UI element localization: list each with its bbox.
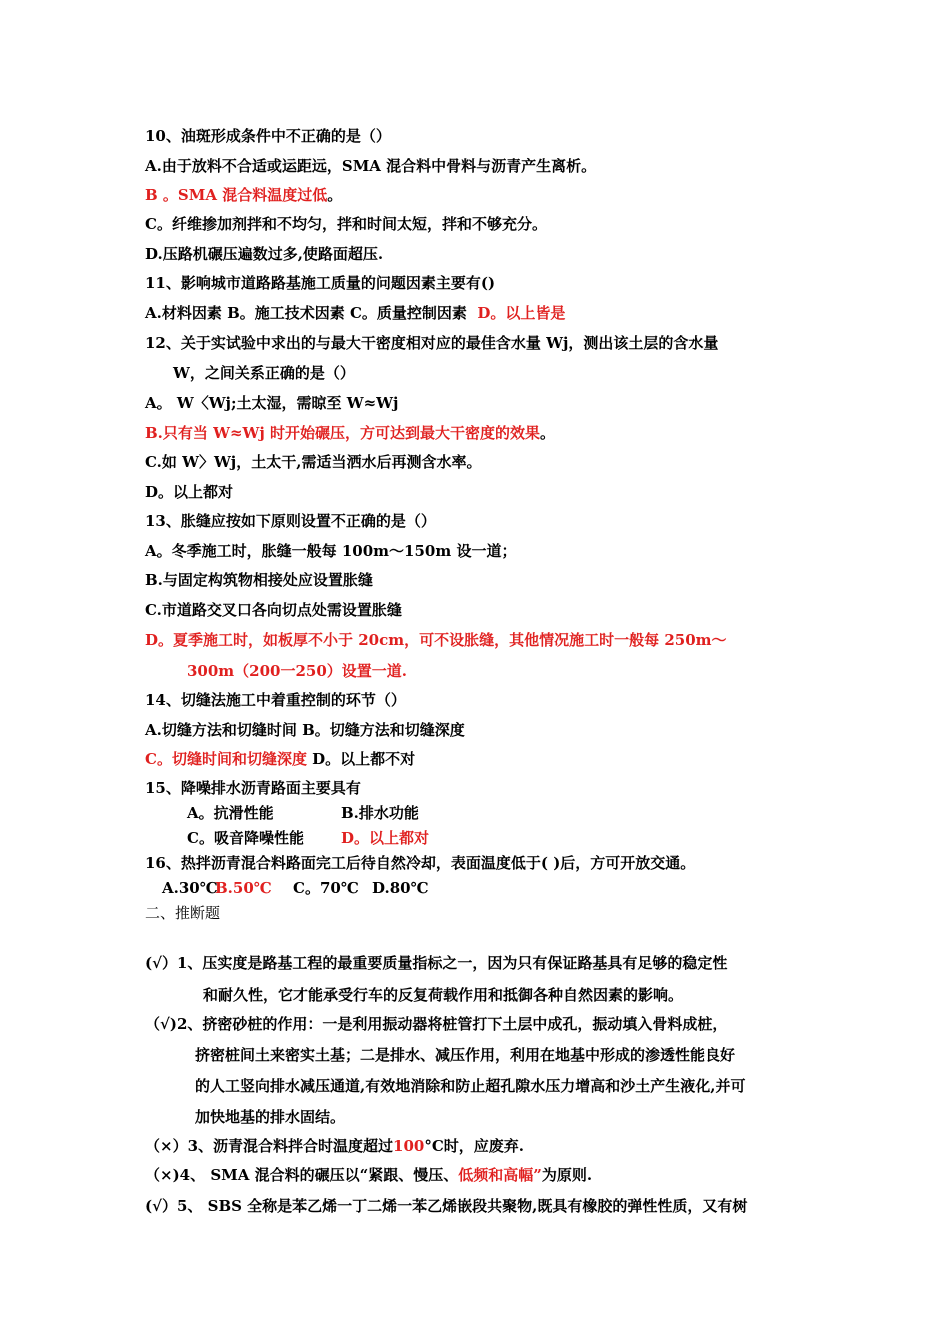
section-title: 二、推断题 — [145, 904, 221, 922]
q12-option-d: D。以上都对 — [145, 483, 234, 501]
q14-option-cd — [145, 748, 415, 770]
judge-5: (√）5、 SBS 全称是苯乙烯一丁二烯一苯乙烯嵌段共聚物,既具有橡胶的弹性性质，又有树 — [145, 1197, 748, 1215]
q12-question-line1: 12、关于实试验中求出的与最大干密度相对应的最佳含水量 Wj，测出该土层的含水量 — [145, 334, 719, 352]
q11-question: 11、影响城市道路路基施工质量的问题因素主要有() — [145, 274, 496, 292]
judge-3-highlight: 100 — [393, 1137, 425, 1155]
judge-3-end: °C时，应废弃. — [424, 1137, 524, 1155]
q10-answer-b: B 。SMA 混合料温度过低 — [145, 186, 328, 204]
q12-option-b — [145, 422, 555, 444]
q16-option-a: A.30℃ — [162, 879, 218, 897]
q10-question: 10、油斑形成条件中不正确的是（） — [145, 127, 391, 145]
q15-option-a: A。抗滑性能 — [187, 804, 274, 822]
q12-option-a: A。 W〈Wj;土太湿，需晾至 W≈Wj — [145, 394, 399, 412]
judge-2-line3: 的人工竖向排水减压通道,有效地消除和防止超孔隙水压力增高和沙土产生液化,并可 — [195, 1077, 746, 1095]
judge-2-line4: 加快地基的排水固结。 — [195, 1108, 346, 1126]
q10-option-d: D.压路机碾压遍数过多,使路面超压. — [145, 245, 384, 263]
q13-answer-d-line2: 300m（200一250）设置一道. — [187, 662, 408, 680]
q10-option-b-end: 。 — [327, 186, 343, 204]
q11-options — [145, 302, 565, 324]
q16-question: 16、热拌沥青混合料路面完工后待自然冷却，表面温度低于( )后，方可开放交通。 — [145, 854, 696, 872]
q13-option-b: B.与固定构筑物相接处应设置胀缝 — [145, 571, 373, 589]
q15-answer-d: D。以上都对 — [341, 829, 430, 847]
q16-answer-b: B.50℃ — [215, 879, 272, 897]
q16-option-c: C。70℃ — [293, 879, 359, 897]
q12-option-b-end: 。 — [540, 424, 556, 442]
q11-options-text: A.材料因素 B。施工技术因素 C。质量控制因素 — [145, 304, 467, 322]
judge-1-line1: (√）1、压实度是路基工程的最重要质量指标之一，因为只有保证路基具有足够的稳定性 — [145, 954, 728, 972]
q16-option-d: D.80℃ — [372, 879, 429, 897]
judge-3-text: （×）3、沥青混合料拌合时温度超过 — [145, 1137, 394, 1155]
q10-option-a — [145, 155, 596, 177]
q10-option-a-text: A.由于放料不合适或运距远，SMA 混合料中骨料与沥青产生离析。 — [145, 157, 597, 175]
q12-answer-b: B.只有当 W≈Wj 时开始碾压，方可达到最大干密度的效果 — [145, 424, 541, 442]
q13-option-c: C.市道路交叉口各向切点处需设置胀缝 — [145, 601, 402, 619]
q14-answer-c: C。切缝时间和切缝深度 — [145, 750, 307, 768]
q11-answer: D。以上皆是 — [477, 304, 566, 322]
q10-option-b — [145, 184, 342, 206]
q14-question: 14、切缝法施工中着重控制的环节（） — [145, 691, 406, 709]
q12-question-line2: W，之间关系正确的是（） — [173, 364, 355, 382]
q10-option-c: C。纤维掺加剂拌和不均匀，拌和时间太短，拌和不够充分。 — [145, 215, 547, 233]
q12-option-c: C.如 W〉Wj，土太干,需适当洒水后再测含水率。 — [145, 453, 482, 471]
q13-question: 13、胀缝应按如下原则设置不正确的是（） — [145, 512, 436, 530]
q15-option-c: C。吸音降噪性能 — [187, 829, 304, 847]
judge-3 — [145, 1135, 524, 1157]
q15-question: 15、降噪排水沥青路面主要具有 — [145, 779, 361, 797]
judge-4 — [145, 1164, 592, 1186]
judge-2-line1: （√)2、挤密砂桩的作用：一是利用振动器将桩管打下土层中成孔，振动填入骨料成桩， — [145, 1015, 728, 1033]
judge-2-line2: 挤密桩间土来密实土基；二是排水、减压作用，利用在地基中形成的渗透性能良好 — [195, 1046, 736, 1064]
q13-answer-d-line1: D。夏季施工时，如板厚不小于 20cm，可不设胀缝，其他情况施工时一般每 250m～ — [145, 631, 727, 649]
judge-4-end: 为原则. — [541, 1166, 593, 1184]
q14-option-d: D。以上都不对 — [306, 750, 416, 768]
judge-4-highlight: 低频和高幅” — [458, 1166, 542, 1184]
judge-4-text: （×)4、 SMA 混合料的碾压以“紧跟、慢压、 — [145, 1166, 459, 1184]
judge-1-line2: 和耐久性，它才能承受行车的反复荷载作用和抵御各种自然因素的影响。 — [203, 986, 684, 1004]
q14-option-ab: A.切缝方法和切缝时间 B。切缝方法和切缝深度 — [145, 721, 465, 739]
q13-option-a: A。冬季施工时，胀缝一般每 100m～150m 设一道； — [145, 542, 517, 560]
q15-option-b: B.排水功能 — [341, 804, 419, 822]
